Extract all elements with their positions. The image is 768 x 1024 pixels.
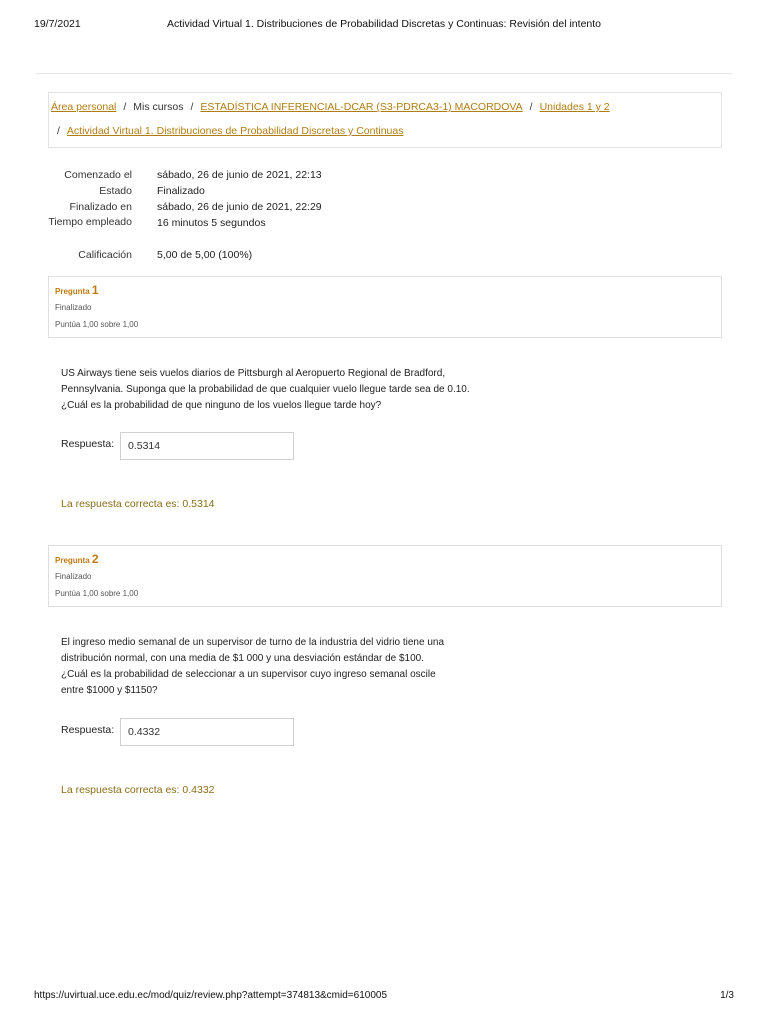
- breadcrumb-link-area-personal[interactable]: Área personal: [51, 101, 117, 113]
- summary-label: Estado: [99, 185, 132, 197]
- question-2-info: [48, 545, 722, 607]
- question-number-value: 2: [91, 552, 99, 566]
- print-title: Actividad Virtual 1. Distribuciones de Probabilidad Discretas y Continuas: Revisión del intento: [166, 18, 602, 30]
- question-text-line: El ingreso medio semanal de un supervisor de turno de la industria del vidrio tiene una: [61, 637, 445, 648]
- breadcrumb-link-course[interactable]: ESTADÍSTICA INFERENCIAL-DCAR (S3-PDRCA3-1) MACORDOVA: [200, 101, 523, 113]
- page-number: 1/3: [720, 990, 734, 1001]
- summary-row-grade: [48, 247, 468, 263]
- question-1-info: [48, 276, 722, 338]
- print-header: [34, 18, 734, 32]
- question-text-line: ¿Cuál es la probabilidad de seleccionar a un supervisor cuyo ingreso semanal oscile: [61, 669, 436, 680]
- question-grade: Puntúa 1,00 sobre 1,00: [55, 320, 139, 329]
- breadcrumb-link-unidades[interactable]: Unidades 1 y 2: [539, 101, 610, 113]
- summary-row-finished: [48, 199, 468, 215]
- question-number: [55, 283, 715, 297]
- question-state: Finalizado: [55, 572, 92, 581]
- summary-value: sábado, 26 de junio de 2021, 22:13: [157, 169, 322, 181]
- breadcrumb-separator: /: [190, 101, 194, 113]
- breadcrumb-separator: /: [57, 125, 60, 137]
- summary-row-state: [48, 183, 468, 199]
- print-date: 19/7/2021: [34, 18, 81, 30]
- summary-label: Comenzado el: [64, 169, 132, 181]
- question-2-text: [61, 635, 561, 699]
- question-prefix: Pregunta: [55, 287, 90, 296]
- summary-row-started: [48, 167, 468, 183]
- question-text-line: US Airways tiene seis vuelos diarios de Pittsburgh al Aeropuerto Regional de Bradford,: [61, 368, 446, 379]
- summary-row-time-taken: [48, 215, 468, 247]
- question-state: Finalizado: [55, 303, 92, 312]
- summary-label: Tiempo empleado: [48, 216, 132, 228]
- question-text-line: ¿Cuál es la probabilidad de que ninguno de los vuelos llegue tarde hoy?: [61, 400, 382, 411]
- answer-label: Respuesta:: [61, 724, 115, 736]
- question-text-line: entre $1000 y $1150?: [61, 685, 158, 696]
- question-1-feedback: La respuesta correcta es: 0.5314: [61, 498, 215, 510]
- answer-label: Respuesta:: [61, 438, 115, 450]
- summary-value: 16 minutos 5 segundos: [157, 217, 266, 229]
- breadcrumb-item-mis-cursos: Mis cursos: [133, 101, 184, 113]
- question-text-line: Pennsylvania. Suponga que la probabilidad de que cualquier vuelo llegue tarde sea de 0.10.: [61, 384, 470, 395]
- answer-input[interactable]: 0.5314: [120, 432, 294, 460]
- breadcrumb-separator: /: [123, 101, 127, 113]
- summary-label: Calificación: [78, 249, 132, 261]
- question-2-feedback: La respuesta correcta es: 0.4332: [61, 784, 215, 796]
- summary-value: sábado, 26 de junio de 2021, 22:29: [157, 201, 322, 213]
- summary-value: 5,00 de 5,00 (100%): [157, 249, 253, 261]
- question-number: [55, 552, 715, 566]
- print-url: https://uvirtual.uce.edu.ec/mod/quiz/review.php?attempt=374813&cmid=610005: [34, 990, 388, 1001]
- answer-input[interactable]: 0.4332: [120, 718, 294, 746]
- question-1-text: [61, 366, 561, 414]
- print-footer: [34, 990, 734, 1004]
- summary-value: Finalizado: [157, 185, 205, 197]
- question-grade: Puntúa 1,00 sobre 1,00: [55, 589, 139, 598]
- summary-label: Finalizado en: [69, 201, 132, 213]
- breadcrumb-link-actividad[interactable]: Actividad Virtual 1. Distribuciones de Probabilidad Discretas y Continuas: [66, 125, 404, 137]
- question-prefix: Pregunta: [55, 556, 90, 565]
- question-number-value: 1: [91, 283, 99, 297]
- top-divider: [36, 73, 732, 74]
- question-text-line: distribución normal, con una media de $1 000 y una desviación estándar de $100.: [61, 653, 425, 664]
- attempt-summary-table: [48, 167, 468, 263]
- breadcrumb: [48, 92, 722, 148]
- breadcrumb-separator: /: [529, 101, 533, 113]
